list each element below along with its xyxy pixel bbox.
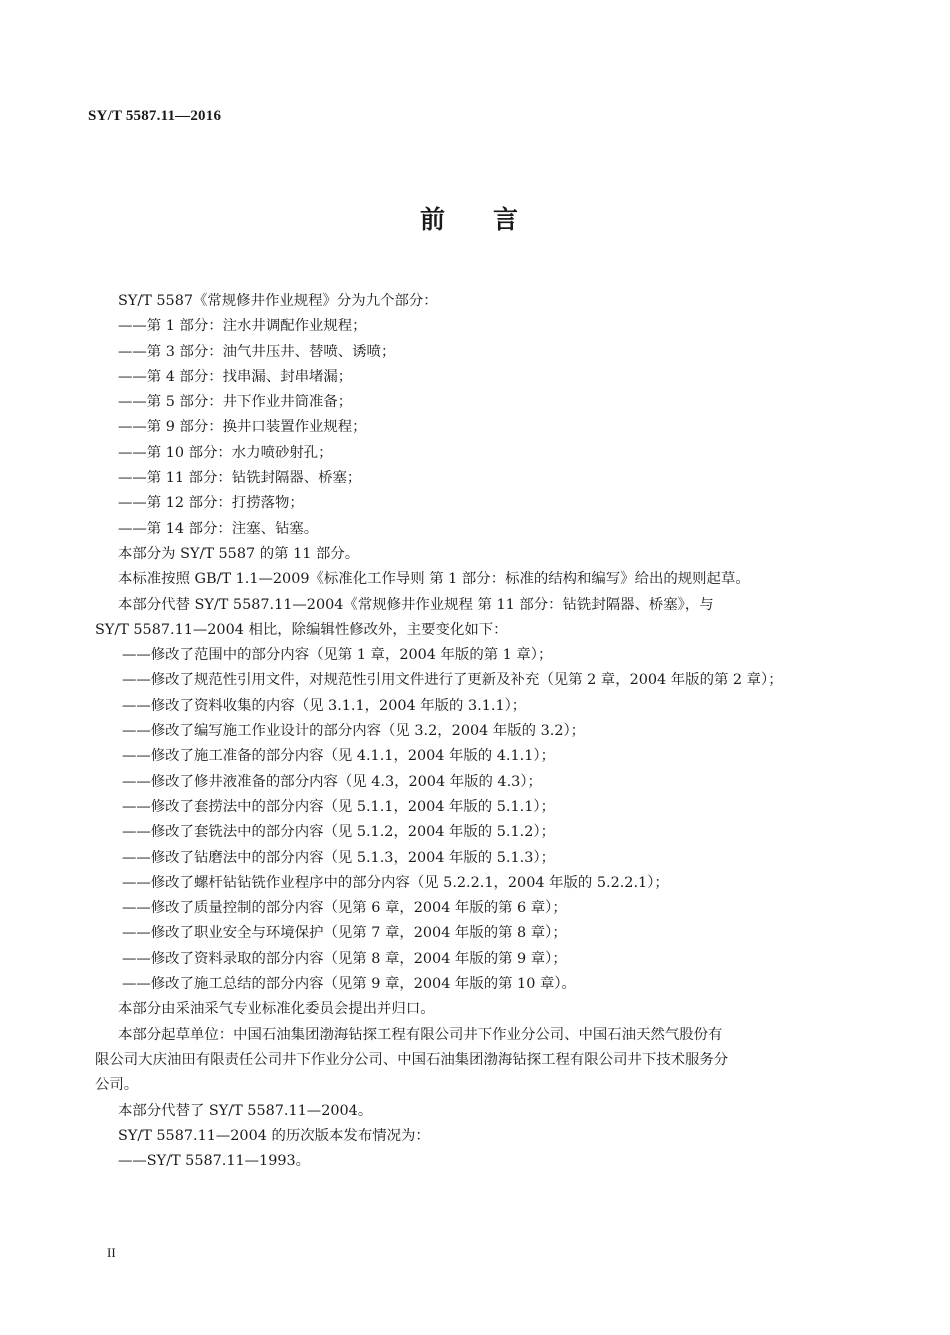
standard-code: SY/T 5587.11—2016 <box>88 108 222 124</box>
this-part-statement: 本部分为 SY/T 5587 的第 11 部分。 <box>118 545 360 562</box>
drafters-line1: 本部分起草单位：中国石油集团渤海钻探工程有限公司井下作业分公司、中国石油天然气股份有 <box>118 1026 723 1043</box>
list-item: ——修改了规范性引用文件，对规范性引用文件进行了更新及补充（见第 2 章，2004 年版的第 2 章）； <box>122 672 783 689</box>
page-number: II <box>107 1245 116 1260</box>
changes-list <box>95 643 865 997</box>
replaces-statement-line1: 本部分代替 SY/T 5587.11—2004《常规修井作业规程 第 11 部分：钻铣封隔器、桥塞》，与 <box>118 596 714 613</box>
list-item: ——第 10 部分：水力喷砂射孔； <box>118 444 333 461</box>
list-item: ——修改了资料录取的部分内容（见第 8 章，2004 年版的第 9 章）； <box>122 950 567 967</box>
list-item: ——修改了套铣法中的部分内容（见 5.1.2，2004 年版的 5.1.2）； <box>122 824 555 841</box>
list-item: ——修改了编写施工作业设计的部分内容（见 3.2，2004 年版的 3.2）； <box>122 723 586 740</box>
list-item: ——第 1 部分：注水井调配作业规程； <box>118 318 367 335</box>
list-item: ——第 14 部分：注塞、钻塞。 <box>118 520 319 537</box>
list-item: ——修改了施工准备的部分内容（见 4.1.1，2004 年版的 4.1.1）； <box>122 748 555 765</box>
list-item: ——修改了质量控制的部分内容（见第 6 章，2004 年版的第 6 章）； <box>122 900 567 917</box>
list-item: ——第 3 部分：油气井压井、替喷、诱喷； <box>118 343 396 360</box>
list-item: ——第 4 部分：找串漏、封串堵漏； <box>118 368 353 385</box>
drafters-line3: 公司。 <box>95 1077 139 1094</box>
list-item: ——第 12 部分：打捞落物； <box>118 495 304 512</box>
list-item: ——修改了套捞法中的部分内容（见 5.1.1，2004 年版的 5.1.1）； <box>122 798 555 815</box>
list-item: ——SY/T 5587.11—1993。 <box>118 1153 311 1170</box>
list-item: ——修改了螺杆钻钻铣作业程序中的部分内容（见 5.2.2.1，2004 年版的 5.2.2.1）； <box>122 874 669 891</box>
drafting-rule: 本标准按照 GB/T 1.1—2009《标准化工作导则 第 1 部分：标准的结构和编写》给出的规则起草。 <box>118 571 750 588</box>
list-item: ——修改了钻磨法中的部分内容（见 5.1.3，2004 年版的 5.1.3）； <box>122 849 555 866</box>
list-item: ——修改了资料收集的内容（见 3.1.1，2004 年版的 3.1.1）； <box>122 697 527 714</box>
list-item: ——第 5 部分：井下作业井筒准备； <box>118 394 353 411</box>
history-intro: SY/T 5587.11—2004 的历次版本发布情况为： <box>118 1127 430 1144</box>
list-item: ——第 11 部分：钻铣封隔器、桥塞； <box>118 470 362 487</box>
list-item: ——修改了施工总结的部分内容（见第 9 章，2004 年版的第 10 章）。 <box>122 976 576 993</box>
proposed-by: 本部分由采油采气专业标准化委员会提出并归口。 <box>118 1001 435 1018</box>
list-item: ——修改了修井液准备的部分内容（见 4.3，2004 年版的 4.3）； <box>122 773 542 790</box>
list-item: ——修改了职业安全与环境保护（见第 7 章，2004 年版的第 8 章）； <box>122 925 567 942</box>
drafters-line2: 限公司大庆油田有限责任公司井下作业分公司、中国石油集团渤海钻探工程有限公司井下技术服务分 <box>95 1051 729 1068</box>
list-item: ——第 9 部分：换井口装置作业规程； <box>118 419 367 436</box>
page-title: 前言 <box>419 205 566 234</box>
replaced-note: 本部分代替了 SY/T 5587.11—2004。 <box>118 1102 373 1119</box>
parts-intro: SY/T 5587《常规修井作业规程》分为九个部分： <box>118 293 438 309</box>
replaces-statement-line2: SY/T 5587.11—2004 相比，除编辑性修改外，主要变化如下： <box>95 621 508 638</box>
parts-list <box>95 314 865 542</box>
foreword-body <box>95 289 865 1174</box>
list-item: ——修改了范围中的部分内容（见第 1 章，2004 年版的第 1 章）； <box>122 647 553 664</box>
